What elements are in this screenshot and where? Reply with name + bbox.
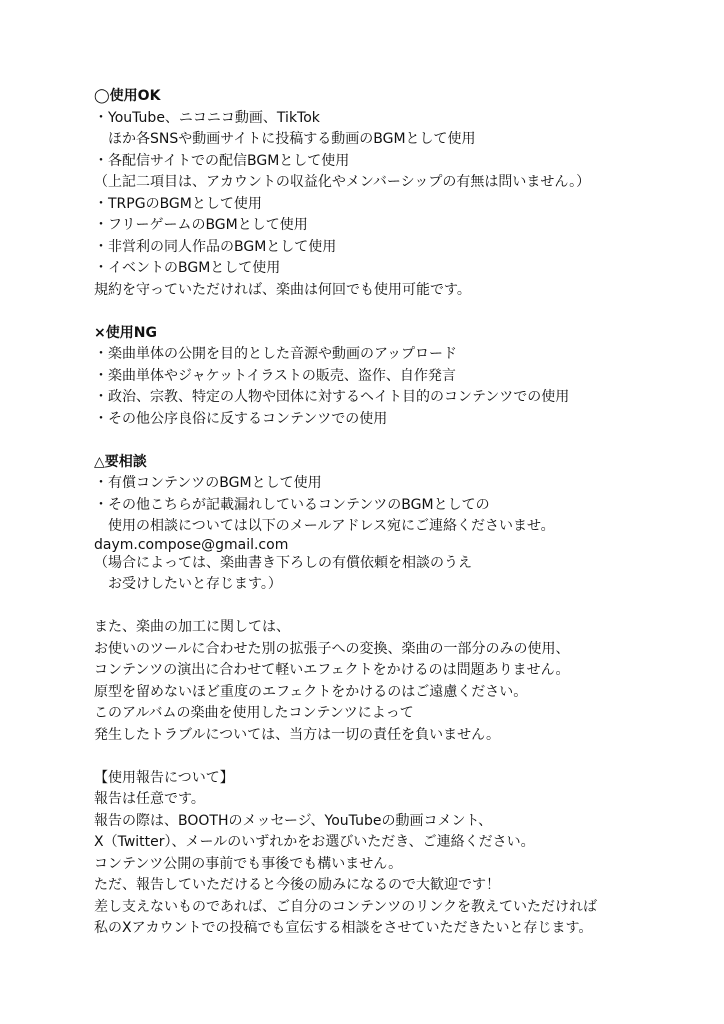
ok-section [94, 86, 694, 301]
report-line: 報告は任意です。 [94, 791, 205, 807]
report-heading: 【使用報告について】 [94, 769, 234, 786]
consult-note: お受けしたいと存じます。） [94, 576, 282, 592]
processing-line: このアルバムの楽曲を使用したコンテンツによって [94, 705, 414, 721]
consult-line: ・有償コンテンツのBGMとして使用 [94, 475, 322, 491]
processing-section [94, 617, 694, 746]
ng-section [94, 323, 694, 431]
report-line: 私のXアカウントでの投稿でも宣伝する相談をさせていただきたいと存じます。 [94, 920, 593, 936]
ok-line: ・イベントのBGMとして使用 [94, 260, 281, 276]
ok-line: （上記二項目は、アカウントの収益化やメンバーシップの有無は問いません。） [94, 174, 591, 190]
report-line: X（Twitter）、メールのいずれかをお選びいただき、ご連絡ください。 [94, 834, 535, 850]
consult-note: （場合によっては、楽曲書き下ろしの有償依頼を相談のうえ [94, 554, 472, 571]
contact-email[interactable]: daym.compose@gmail.com [94, 536, 289, 553]
ok-heading: ◯使用OK [94, 88, 161, 104]
section-spacer [94, 596, 694, 618]
report-section [94, 768, 694, 940]
ok-line: ・フリーゲームのBGMとして使用 [94, 217, 308, 233]
processing-line: また、楽曲の加工に関しては、 [94, 619, 290, 635]
report-line: ただ、報告していただけると今後の励みになるので大歓迎です！ [94, 877, 500, 893]
section-spacer [94, 301, 694, 323]
consult-line: 使用の相談については以下のメールアドレス宛にご連絡くださいませ。 [94, 518, 555, 534]
ng-line: ・楽曲単体の公開を目的とした音源や動画のアップロード [94, 346, 458, 362]
processing-line: 発生したトラブルについては、当方は一切の責任を負いません。 [94, 726, 500, 743]
section-spacer [94, 430, 694, 452]
section-spacer [94, 746, 694, 768]
ng-line: ・政治、宗教、特定の人物や団体に対するヘイト目的のコンテンツでの使用 [94, 389, 570, 405]
ok-line: ・非営利の同人作品のBGMとして使用 [94, 238, 337, 255]
consult-section [94, 452, 694, 596]
report-line: 報告の際は、BOOTHのメッセージ、YouTubeの動画コメント、 [94, 812, 493, 829]
processing-line: お使いのツールに合わせた別の拡張子への変換、楽曲の一部分のみの使用、 [94, 640, 570, 657]
ok-line: ・TRPGのBGMとして使用 [94, 195, 262, 212]
ok-line: ほか各SNSや動画サイトに投稿する動画のBGMとして使用 [94, 131, 476, 147]
consult-line: ・その他こちらが記載漏れしているコンテンツのBGMとしての [94, 496, 490, 513]
report-line: コンテンツ公開の事前でも事後でも構いません。 [94, 855, 403, 872]
terms-document [94, 86, 694, 940]
processing-line: コンテンツの演出に合わせて軽いエフェクトをかけるのは問題ありません。 [94, 662, 570, 678]
report-line: 差し支えないものであれば、ご自分のコンテンツのリンクを教えていただければ [94, 898, 598, 915]
ok-line: ・YouTube、ニコニコ動画、TikTok [94, 109, 320, 126]
ok-line: ・各配信サイトでの配信BGMとして使用 [94, 152, 350, 169]
ng-heading: ×使用NG [94, 324, 157, 341]
ng-line: ・楽曲単体やジャケットイラストの販売、盗作、自作発言 [94, 367, 456, 384]
ng-line: ・その他公序良俗に反するコンテンツでの使用 [94, 410, 388, 427]
processing-line: 原型を留めないほど重度のエフェクトをかけるのはご遠慮ください。 [94, 683, 528, 700]
ok-line: 規約を守っていただければ、楽曲は何回でも使用可能です。 [94, 281, 471, 298]
consult-heading: △要相談 [94, 453, 147, 470]
